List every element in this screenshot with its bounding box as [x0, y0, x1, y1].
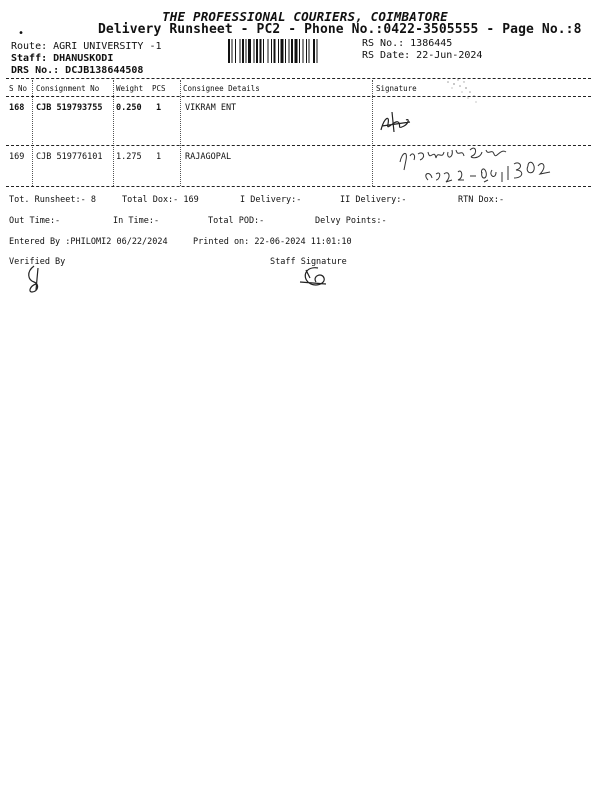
barcode-bar	[278, 39, 279, 63]
i-delivery: I Delivery:-	[240, 195, 302, 205]
handwritten-receiver-note	[396, 140, 561, 192]
signature-scribble	[376, 110, 416, 136]
verifier-signature	[22, 262, 52, 296]
table-cell-consignment: CJB 519793755	[36, 103, 103, 113]
column-header-weight: Weight	[116, 84, 144, 93]
barcode-bar	[268, 39, 269, 63]
route-text: Route: AGRI UNIVERSITY -1	[11, 41, 162, 52]
barcode-bar	[254, 39, 255, 63]
column-divider	[372, 80, 373, 186]
table-cell-weight: 0.250	[116, 103, 142, 113]
table-bottom-rule	[6, 186, 591, 187]
barcode-bar	[299, 39, 300, 63]
bullet-mark: •	[18, 28, 25, 39]
runsheet-title: Delivery Runsheet - PC2 - Phone No.:0422-3505555 - Page No.:8	[98, 22, 582, 37]
barcode-bar	[242, 39, 244, 63]
column-divider	[113, 80, 114, 186]
verified-by-label: Verified By	[9, 257, 66, 267]
column-header-consignee: Consignee Details	[183, 84, 260, 93]
barcode-bar	[260, 39, 262, 63]
out-time: Out Time:-	[9, 216, 61, 226]
total-dox: Total Dox:- 169	[122, 195, 199, 205]
table-cell-pcs: 1	[156, 152, 162, 162]
column-header-sno: S No	[9, 84, 28, 93]
total-pod: Total POD:-	[208, 216, 265, 226]
barcode-bar	[317, 39, 318, 63]
barcode-bar	[289, 39, 290, 63]
in-time: In Time:-	[113, 216, 160, 226]
barcode	[228, 39, 356, 63]
barcode-bar	[285, 39, 286, 63]
staff-text: Staff: DHANUSKODI	[11, 53, 114, 64]
barcode-bar	[232, 39, 233, 63]
barcode-bar	[313, 39, 315, 63]
ii-delivery: II Delivery:-	[340, 195, 407, 205]
column-divider	[180, 80, 181, 186]
column-header-pcs: PCS	[152, 84, 166, 93]
barcode-bar	[235, 39, 236, 63]
column-divider	[32, 80, 33, 186]
printed-on: Printed on: 22-06-2024 11:01:10	[193, 237, 352, 247]
table-header-rule	[6, 96, 591, 97]
barcode-bar	[248, 39, 251, 63]
barcode-bar	[271, 39, 272, 63]
table-cell-pcs: 1	[156, 103, 162, 113]
table-cell-consignment: CJB 519776101	[36, 152, 103, 162]
table-cell-weight: 1.275	[116, 152, 142, 162]
rs-date: RS Date: 22-Jun-2024	[362, 50, 483, 61]
barcode-bar	[256, 39, 258, 63]
drs-number: DRS No.: DCJB138644508	[11, 65, 144, 76]
barcode-bar	[309, 39, 310, 63]
barcode-bar	[291, 39, 293, 63]
rs-number: RS No.: 1386445	[362, 38, 453, 49]
barcode-bar	[295, 39, 298, 63]
staff-signature-label: Staff Signature	[270, 257, 347, 267]
column-header-consignment: Consignment No	[36, 84, 100, 93]
barcode-bar	[274, 39, 276, 63]
table-top-rule	[6, 78, 591, 79]
tot-runsheet: Tot. Runsheet:- 8	[9, 195, 96, 205]
column-header-signature: Signature	[376, 84, 417, 93]
barcode-bar	[306, 39, 307, 63]
barcode-bar	[228, 39, 230, 63]
rtn-dox: RTN Dox:-	[458, 195, 505, 205]
barcode-bar	[303, 39, 304, 63]
barcode-bar	[263, 39, 264, 63]
delvy-points: Delvy Points:-	[315, 216, 387, 226]
table-cell-consignee: VIKRAM ENT	[185, 103, 237, 113]
scan-smudge	[440, 74, 500, 114]
table-cell-sno: 169	[9, 152, 25, 162]
barcode-bar	[281, 39, 284, 63]
table-cell-consignee: RAJAGOPAL	[185, 152, 232, 162]
barcode-bar	[240, 39, 241, 63]
table-cell-sno: 168	[9, 103, 25, 113]
company-name: THE PROFESSIONAL COURIERS, COIMBATORE	[162, 9, 448, 24]
staff-signature	[296, 262, 332, 292]
entered-by: Entered By :PHILOMI2 06/22/2024	[9, 237, 168, 247]
barcode-bar	[246, 39, 247, 63]
